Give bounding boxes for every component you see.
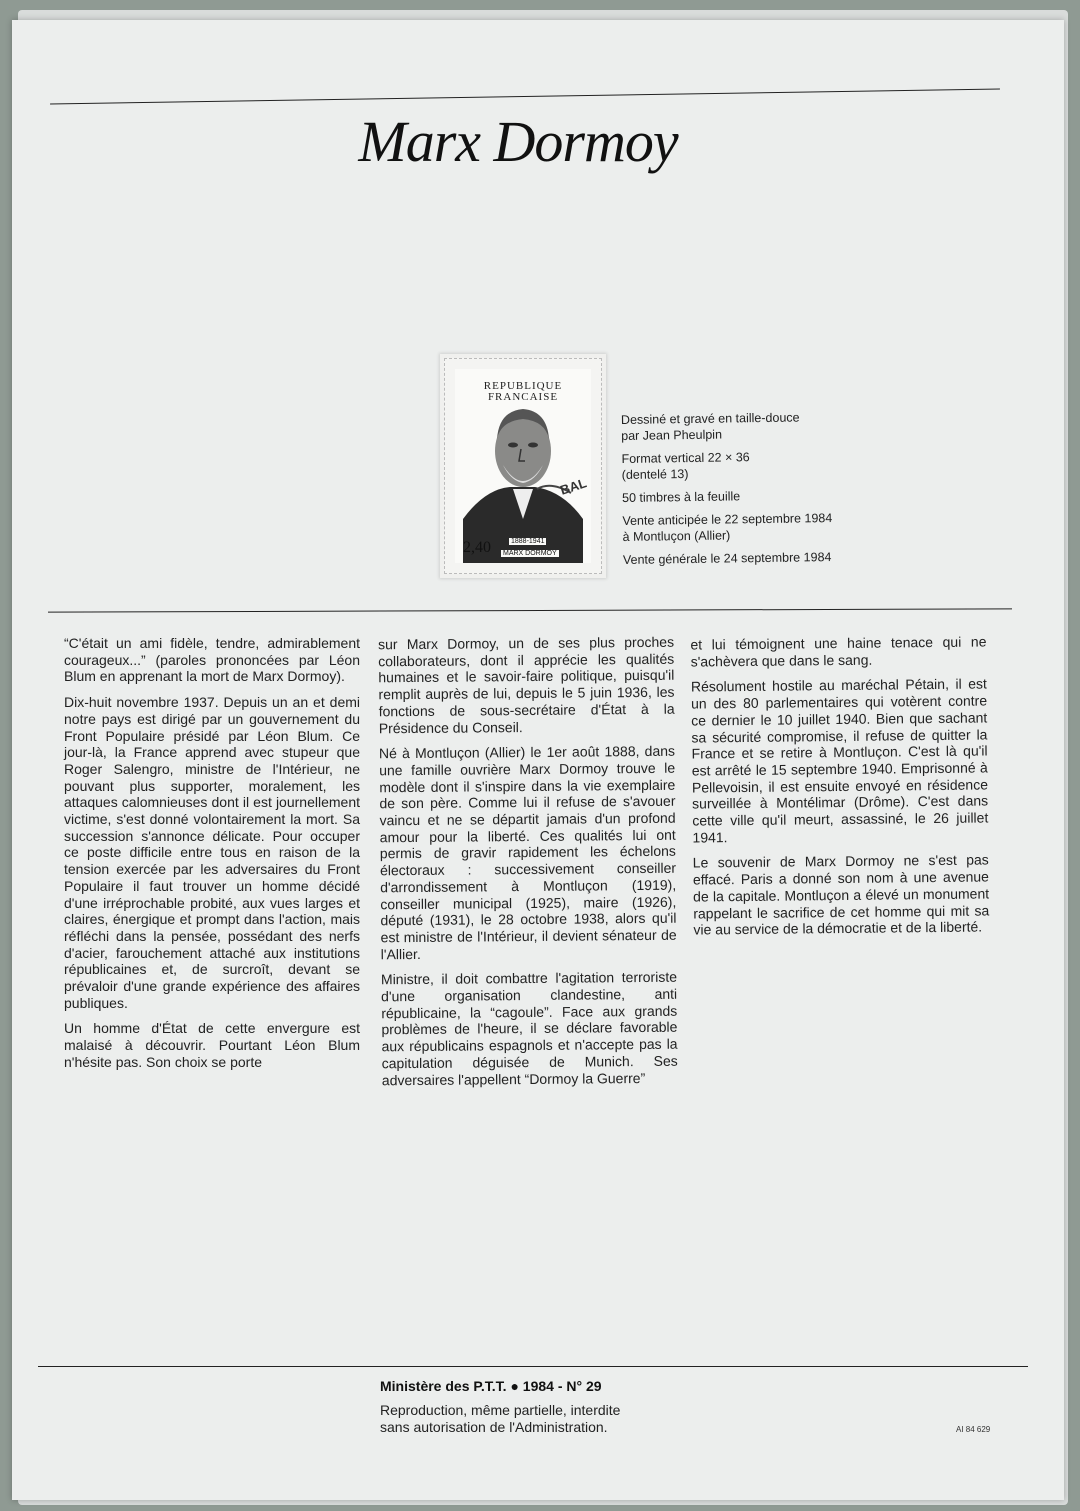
details-line4: (dentelé 13): [621, 467, 689, 482]
reference-code: AI 84 629: [956, 1425, 991, 1434]
paragraph: Un homme d'État de cette envergure est malaisé à découvrir. Pourtant Léon Blum n'hésite pas. Son choix se porte: [64, 1020, 360, 1070]
footer-rule: [38, 1366, 1028, 1367]
stamp-image: [455, 369, 591, 563]
footer-title: Ministère des P.T.T. ● 1984 - N° 29: [380, 1378, 602, 1394]
text-column-1: [64, 635, 360, 1080]
paragraph: sur Marx Dormoy, un de ses plus proches collaborateurs, dont il apprécie les qualités humaines et le savoir-faire politique, puisqu'il remplit auprès de lui, depuis le 5 juin 1936, les fonctions de sous-secrétaire d'État à la Présidence du Conseil.: [377, 633, 675, 736]
stamp-cancellation: BAL: [558, 475, 589, 498]
footer-note: [380, 1402, 710, 1436]
document-sheet: [12, 20, 1064, 1500]
stamp-dates: 1888-1941: [511, 538, 545, 545]
details-line5: 50 timbres à la feuille: [621, 489, 741, 505]
paragraph: et lui témoignent une haine tenace qui ne s'achèvera que dans le sang.: [690, 633, 987, 670]
text-column-2: [378, 634, 678, 1098]
details-line2: par Jean Pheulpin: [621, 427, 723, 443]
paragraph: Né à Montluçon (Allier) le 1er août 1888, dans une famille ouvrière Marx Dormoy trouve le modèle dont il s'inspire dans la vie exemplaire de son père. Comme lui il refuse de s'avouer vaincu et ne se départit jamais d'un profond amour pour la liberté. Ces qualités lui ont permis de gravir rapidement les échelons électoraux : successivement conseiller d'arrondissement à Montluçon (1919), conseiller municipal (1925), maire (1926), député (1931), le 28 octobre 1938, alors qu'il est ministre de l'Intérieur, il devient sénateur de l'Allier.: [378, 742, 677, 962]
paragraph: “C'était un ami fidèle, tendre, admirablement courageux...” (paroles prononcées par Léon Blum en apprenant la mort de Marx Dormoy).: [64, 635, 360, 685]
page-title: Marx Dormoy: [358, 109, 678, 174]
stamp-details: [621, 408, 903, 575]
details-line7: à Montluçon (Allier): [622, 528, 731, 544]
portrait-engraving: [455, 369, 591, 563]
paragraph: Résolument hostile au maréchal Pétain, il est un des 80 parlementaires qui votèrent contre ce dernier le 10 juillet 1940. Bien que sachant sa sécurité compromise, il refuse de quitter la France et se retire à Montluçon. C'est là qu'il est arrêté le 15 septembre 1940. Emprisonné à Pellevoisin, il est ensuite envoyé en résidence surveillée à Montélimar (Drôme). C'est dans cette ville qu'il meurt, assassiné, le 26 juillet 1941.: [690, 675, 989, 846]
stamp-country-line1: REPUBLIQUE: [483, 380, 563, 392]
stamp-country-line2: FRANCAISE: [487, 391, 559, 403]
footer-note-line1: Reproduction, même partielle, interdite: [380, 1402, 621, 1418]
details-line3: Format vertical 22 × 36: [621, 450, 750, 466]
paragraph: Ministre, il doit combattre l'agitation terroriste d'une organisation clandestine, anti républicaine, la “cagoule”. Face aux grands problèmes de l'heure, il se déclare favorable aux républicains espagnols et n'accepte pas la capitulation déguisée de Munich. Ses adversaires l'appellent “Dormoy la Guerre”: [380, 969, 678, 1088]
stamp-value: 2,40: [463, 539, 491, 556]
postage-stamp: [444, 358, 602, 574]
footer-note-line2: sans autorisation de l'Administration.: [380, 1419, 608, 1435]
details-line6: Vente anticipée le 22 septembre 1984: [622, 511, 833, 528]
details-line1: Dessiné et gravé en taille-douce: [620, 410, 800, 427]
paragraph: Le souvenir de Marx Dormoy ne s'est pas effacé. Paris a donné son nom à une avenue de la capitale. Montluçon a élevé un monument rappelant le sacrifice de cet homme qui mit sa vie au service de la démocratie et de la liberté.: [692, 851, 990, 938]
paragraph: Dix-huit novembre 1937. Depuis un an et demi notre pays est dirigé par un gouvernement du Front Populaire présidé par Léon Blum. Ce jour-là, la France apprend avec stupeur que Roger Salengro, ministre de l'Intérieur, ne pouvant plus supporter, moralement, les attaques calomnieuses dont il est journellement victime, s'est donné volontairement la mort. Sa succession s'annonce délicate. Pour occuper ce poste difficile entre tous en raison de la tension exercée par les adversaires du Front Populaire il faut trouver un homme décidé d'une irréprochable probité, aux vues larges et claires, énergique et prompt dans l'action, mais réfléchi dans la pensée, possédant des nerfs d'acier, farouchement attaché aux institutions républicaines et, de surcroît, devant se prévaloir d'une grande expérience des affaires publiques.: [64, 694, 360, 1011]
text-column-3: [690, 633, 989, 947]
middle-rule: [48, 608, 1012, 612]
top-rule: [50, 89, 1000, 105]
stamp-name: MARX DORMOY: [503, 550, 557, 557]
details-line8: Vente générale le 24 septembre 1984: [622, 550, 832, 567]
show-through-text: [312, 180, 692, 220]
